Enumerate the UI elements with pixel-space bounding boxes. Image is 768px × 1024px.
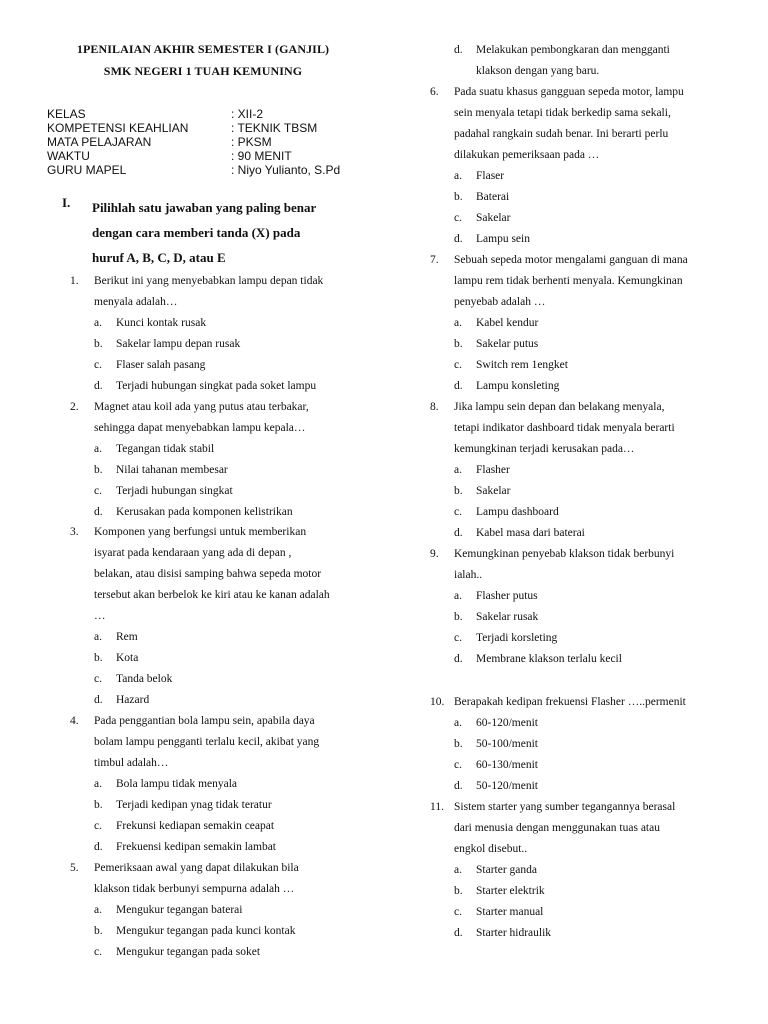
option-text: Sakelar putus (476, 338, 539, 350)
option-text: Sakelar (476, 212, 511, 224)
option-text: Membrane klakson terlalu kecil (476, 653, 622, 665)
option-text: Starter elektrik (476, 885, 545, 897)
question-line: Berikut ini yang menyebabkan lampu depan tidak (94, 275, 324, 287)
option-text: Sakelar (476, 485, 511, 497)
option-letter: b. (94, 925, 103, 937)
option-letter: a. (94, 631, 102, 643)
answer-option[interactable] (94, 460, 228, 481)
option-text: 50-100/menit (476, 738, 538, 750)
option-letter: d. (454, 233, 463, 245)
option-text-continued: klakson dengan yang baru. (476, 65, 600, 77)
option-text: 50-120/menit (476, 780, 538, 792)
option-letter: d. (454, 927, 463, 939)
answer-option[interactable] (454, 923, 551, 944)
instruction-line: Pilihlah satu jawaban yang paling benar (92, 200, 317, 215)
question-line: menyala adalah… (94, 296, 178, 308)
answer-option[interactable] (94, 837, 276, 858)
option-text: Terjadi hubungan singkat (116, 485, 233, 497)
answer-option[interactable] (454, 187, 509, 208)
option-letter: a. (94, 443, 102, 455)
answer-option[interactable] (454, 776, 538, 797)
option-text: Rem (116, 631, 138, 643)
option-letter: c. (94, 673, 102, 685)
school-name: SMK NEGERI 1 TUAH KEMUNING (103, 64, 303, 78)
option-letter: d. (454, 780, 463, 792)
question-text (454, 250, 688, 313)
question-line: dilakukan pemeriksaan pada … (454, 149, 600, 161)
option-letter: a. (94, 317, 102, 329)
exam-info-table (47, 107, 377, 177)
option-text: Flasher (476, 464, 510, 476)
answer-option[interactable] (454, 166, 504, 187)
question-number: 2. (70, 401, 79, 413)
option-text: Frekuensi kedipan semakin lambat (116, 841, 277, 853)
question-line: Berapakah kedipan frekuensi Flasher …..permenit (454, 696, 686, 708)
info-value: : Niyo Yulianto, S.Pd (231, 163, 341, 177)
info-label: GURU MAPEL (47, 163, 127, 177)
answer-option[interactable] (454, 355, 568, 376)
question-line: Sebuah sepeda motor mengalami ganguan di mana (454, 254, 688, 266)
question-line: Pada penggantian bola lampu sein, apabila daya (94, 715, 315, 727)
answer-option[interactable] (454, 860, 537, 881)
question-text (454, 544, 674, 586)
option-letter: c. (94, 946, 102, 958)
option-text: Mengukur tegangan baterai (116, 904, 243, 916)
info-row (47, 135, 377, 149)
option-letter: b. (454, 485, 463, 497)
answer-option[interactable] (454, 502, 559, 523)
question-number: 5. (70, 862, 79, 874)
option-text: Flasher putus (476, 590, 538, 602)
option-letter: c. (94, 820, 102, 832)
instruction-line: dengan cara memberi tanda (X) pada (92, 225, 301, 240)
option-text: Kota (116, 652, 139, 664)
option-text: 60-130/menit (476, 759, 538, 771)
option-letter: d. (94, 694, 103, 706)
option-text: Kabel kendur (476, 317, 539, 329)
option-letter: a. (454, 464, 462, 476)
answer-option[interactable] (454, 313, 538, 334)
answer-option[interactable] (454, 649, 622, 670)
answer-option[interactable] (94, 774, 237, 795)
option-letter: d. (454, 527, 463, 539)
answer-option[interactable] (454, 607, 538, 628)
option-text: Flaser (476, 170, 505, 182)
option-letter: b. (94, 338, 103, 350)
option-letter: c. (94, 485, 102, 497)
option-text: Hazard (116, 694, 150, 706)
option-letter: a. (454, 717, 462, 729)
option-letter: b. (454, 885, 463, 897)
question-text (94, 711, 319, 774)
option-letter: c. (454, 906, 462, 918)
info-label: KOMPETENSI KEAHLIAN (47, 121, 189, 135)
answer-option[interactable] (94, 481, 233, 502)
question-text (454, 82, 684, 166)
option-letter: b. (454, 338, 463, 350)
question-number: 7. (430, 254, 439, 266)
question-line: timbul adalah… (94, 757, 169, 769)
answer-option[interactable] (94, 313, 206, 334)
question-line: Kemungkinan penyebab klakson tidak berbunyi (454, 548, 675, 560)
info-row (47, 163, 377, 177)
question-line: bolam lampu pengganti terlalu kecil, akibat yang (94, 736, 320, 748)
answer-option[interactable] (454, 628, 557, 649)
question-number: 10. (430, 696, 445, 708)
question-number: 9. (430, 548, 439, 560)
option-text: Baterai (476, 191, 510, 203)
question-line: Jika lampu sein depan dan belakang menyala, (454, 401, 665, 413)
answer-option[interactable] (94, 921, 295, 942)
section-text (92, 195, 374, 270)
question-line: Komponen yang berfungsi untuk memberikan (94, 526, 307, 538)
option-text: Melakukan pembongkaran dan mengganti (476, 44, 670, 56)
option-text: Mengukur tegangan pada soket (116, 946, 261, 958)
answer-option[interactable] (454, 208, 510, 229)
option-text: Starter hidraulik (476, 927, 552, 939)
answer-option[interactable] (454, 40, 670, 61)
option-letter: d. (94, 841, 103, 853)
question-line: klakson tidak berbunyi sempurna adalah … (94, 883, 295, 895)
instruction-line: huruf A, B, C, D, atau E (92, 250, 226, 265)
answer-option[interactable] (454, 734, 538, 755)
option-text: Sakelar rusak (476, 611, 539, 623)
answer-option[interactable] (94, 355, 205, 376)
answer-option[interactable] (454, 902, 543, 923)
option-text: Terjadi korsleting (476, 632, 558, 644)
question-line: lampu rem tidak berhenti menyala. Kemungkinan (454, 275, 683, 287)
option-text: Frekunsi kediapan semakin ceapat (116, 820, 275, 832)
question-line: … (94, 610, 106, 622)
answer-option[interactable] (94, 376, 316, 397)
answer-option[interactable] (454, 881, 545, 902)
question-text (454, 797, 675, 860)
answer-option[interactable] (94, 648, 138, 669)
option-letter: a. (454, 590, 462, 602)
info-label: WAKTU (47, 149, 90, 163)
option-letter: c. (454, 632, 462, 644)
answer-option[interactable] (94, 942, 260, 963)
option-letter: d. (94, 380, 103, 392)
option-letter: b. (454, 611, 463, 623)
option-text: Kunci kontak rusak (116, 317, 207, 329)
question-line: kemungkinan terjadi kerusakan pada… (454, 443, 635, 455)
option-letter: c. (454, 212, 462, 224)
option-letter: c. (454, 359, 462, 371)
option-letter: b. (94, 799, 103, 811)
info-value: : 90 MENIT (231, 149, 292, 163)
question-line: tetapi indikator dashboard tidak menyala berarti (454, 422, 675, 434)
option-letter: d. (454, 653, 463, 665)
option-text: 60-120/menit (476, 717, 538, 729)
question-line: tersebut akan berbelok ke kiri atau ke kanan adalah (94, 589, 330, 601)
question-number: 8. (430, 401, 439, 413)
option-text: Flaser salah pasang (116, 359, 206, 371)
question-line: Pada suatu khasus gangguan sepeda motor, lampu (454, 86, 684, 98)
section-number: I. (62, 195, 71, 210)
answer-option[interactable] (94, 502, 293, 523)
answer-option[interactable] (94, 627, 138, 648)
question-line: engkol disebut.. (454, 843, 528, 855)
answer-option[interactable] (94, 795, 272, 816)
option-text: Starter manual (476, 906, 544, 918)
answer-option[interactable] (454, 229, 530, 250)
answer-option[interactable] (94, 669, 172, 690)
question-line: Pemeriksaan awal yang dapat dilakukan bila (94, 862, 299, 874)
question-number: 4. (70, 715, 79, 727)
question-number: 1. (70, 275, 79, 287)
question-line: sehingga dapat menyebabkan lampu kepala… (94, 422, 306, 434)
option-text: Lampu sein (476, 233, 530, 245)
question-number: 11. (430, 801, 444, 813)
question-text (94, 397, 309, 439)
question-line: belakan, atau disisi samping bahwa sepeda motor (94, 568, 322, 580)
question-text (94, 271, 323, 313)
answer-option[interactable] (454, 334, 538, 355)
answer-option[interactable] (454, 523, 585, 544)
question-line: padahal rangkain sudah benar. Ini berarti perlu (454, 128, 669, 140)
option-text: Lampu konsleting (476, 380, 560, 392)
answer-option[interactable] (454, 586, 538, 607)
option-text: Kerusakan pada komponen kelistrikan (116, 506, 293, 518)
option-text: Lampu dashboard (476, 506, 559, 518)
option-text: Kabel masa dari baterai (476, 527, 585, 539)
question-line: dari menusia dengan menggunakan tuas atau (454, 822, 660, 834)
question-line: Sistem starter yang sumber tegangannya berasal (454, 801, 676, 813)
option-letter: a. (454, 317, 462, 329)
question-line: Magnet atau koil ada yang putus atau terbakar, (94, 401, 309, 413)
info-value: : XII-2 (231, 107, 264, 121)
option-text: Tegangan tidak stabil (116, 443, 215, 455)
question-line: isyarat pada kendaraan yang ada di depan , (94, 547, 292, 559)
question-text (454, 692, 686, 713)
option-letter: b. (454, 191, 463, 203)
option-text: Sakelar lampu depan rusak (116, 338, 241, 350)
option-letter: a. (94, 904, 102, 916)
question-text (94, 522, 330, 627)
question-number: 6. (430, 86, 439, 98)
answer-option[interactable] (94, 816, 274, 837)
info-label: KELAS (47, 107, 86, 121)
question-line: ialah.. (454, 569, 483, 581)
option-text: Terjadi hubungan singkat pada soket lampu (116, 380, 317, 392)
option-letter: a. (454, 864, 462, 876)
option-letter: d. (454, 44, 463, 56)
answer-option[interactable] (454, 481, 510, 502)
answer-option[interactable] (454, 376, 559, 397)
option-text: Terjadi kedipan ynag tidak teratur (116, 799, 272, 811)
info-value: : PKSM (231, 135, 272, 149)
info-value: : TEKNIK TBSM (231, 121, 318, 135)
info-row (47, 149, 377, 163)
answer-option[interactable] (94, 900, 242, 921)
question-text (94, 858, 299, 900)
option-letter: b. (94, 652, 103, 664)
answer-option[interactable] (454, 713, 538, 734)
option-text: Mengukur tegangan pada kunci kontak (116, 925, 296, 937)
option-letter: c. (94, 359, 102, 371)
option-letter: a. (94, 778, 102, 790)
answer-option[interactable] (94, 439, 214, 460)
option-letter: b. (454, 738, 463, 750)
question-line: penyebab adalah … (454, 296, 546, 308)
exam-title: 1PENILAIAN AKHIR SEMESTER I (GANJIL) (76, 42, 330, 56)
answer-option[interactable] (454, 460, 510, 481)
answer-option[interactable] (94, 334, 240, 355)
option-text: Switch rem 1engket (476, 359, 568, 371)
option-text: Starter ganda (476, 864, 537, 876)
option-letter: c. (454, 759, 462, 771)
option-letter: d. (94, 506, 103, 518)
question-line: sein menyala tetapi tidak berkedip sama sekali, (454, 107, 671, 119)
option-text: Tanda belok (116, 673, 173, 685)
answer-option[interactable] (94, 690, 149, 711)
option-letter: a. (454, 170, 462, 182)
option-letter: d. (454, 380, 463, 392)
answer-option[interactable] (454, 755, 538, 776)
question-text (454, 397, 675, 460)
option-letter: c. (454, 506, 462, 518)
question-number: 3. (70, 526, 79, 538)
option-letter: b. (94, 464, 103, 476)
option-text: Nilai tahanan membesar (116, 464, 228, 476)
info-label: MATA PELAJARAN (47, 135, 152, 149)
info-row (47, 107, 377, 121)
option-text: Bola lampu tidak menyala (116, 778, 238, 790)
info-row (47, 121, 377, 135)
